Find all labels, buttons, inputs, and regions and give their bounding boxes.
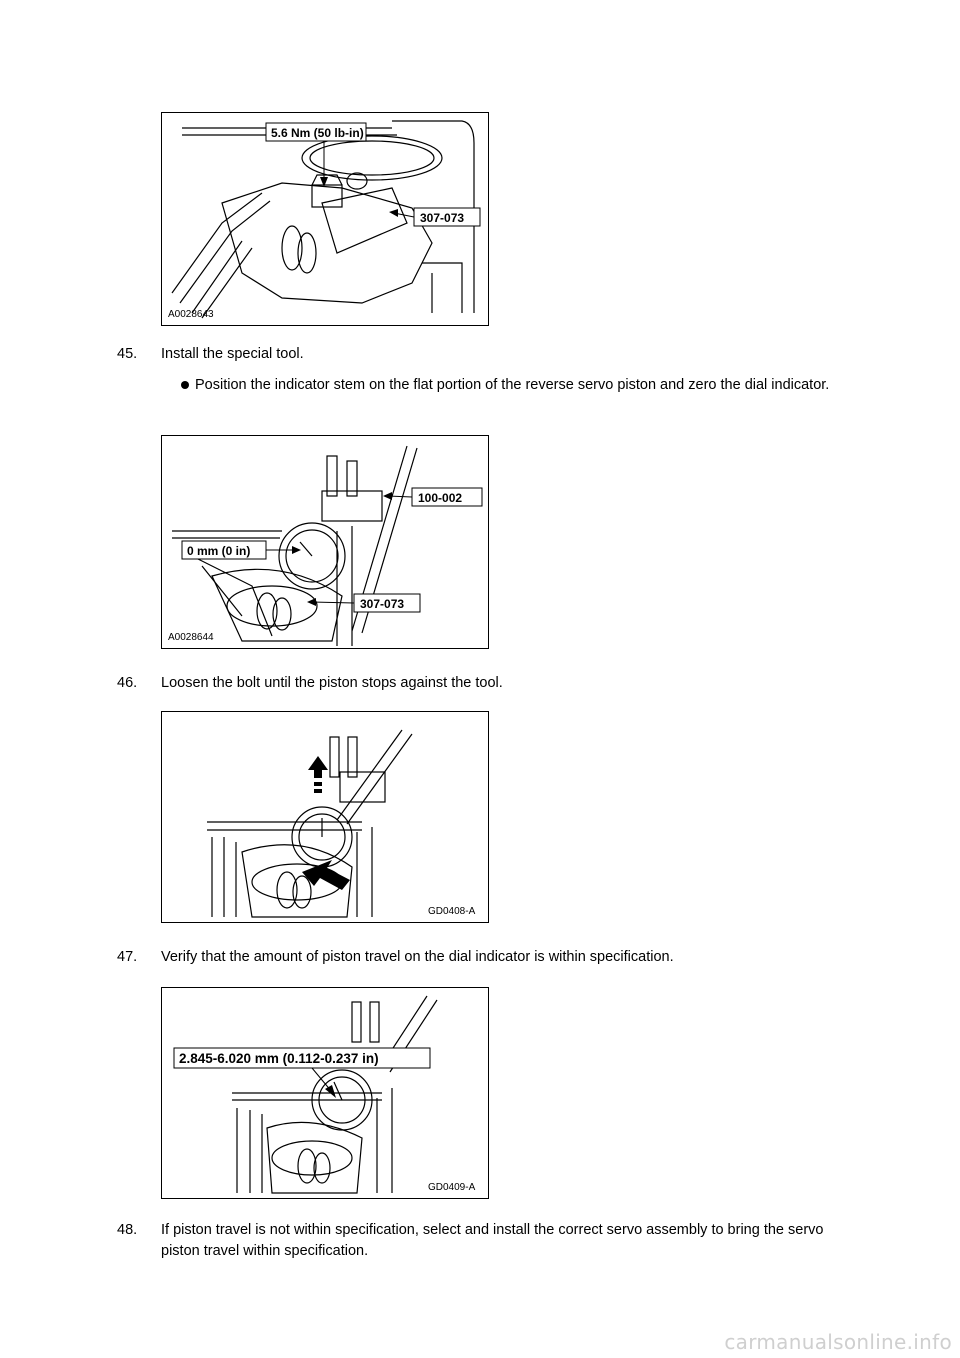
- figure-id: A0028643: [168, 309, 214, 320]
- step-text: Verify that the amount of piston travel on the dial indicator is within specification.: [161, 949, 674, 965]
- illustration-piston-travel: [162, 988, 488, 1198]
- figure-loosen-bolt: [161, 711, 489, 923]
- step-number: 48.: [117, 1222, 138, 1238]
- figure-piston-travel: [161, 987, 489, 1199]
- step-text: Loosen the bolt until the piston stops against the tool.: [161, 675, 503, 691]
- watermark: carmanualsonline.info: [724, 1330, 952, 1354]
- travel-spec-label: 2.845-6.020 mm (0.112-0.237 in): [179, 1051, 379, 1066]
- bullet-text: Position the indicator stem on the flat portion of the reverse servo piston and zero the dial indicator.: [195, 377, 830, 393]
- tool-label: 307-073: [360, 597, 405, 611]
- step-number: 45.: [117, 346, 138, 362]
- torque-label: 5.6 Nm (50 lb-in): [271, 126, 364, 140]
- tool-callout-100-002: [383, 488, 482, 506]
- figure-id: GD0409-A: [428, 1182, 476, 1193]
- illustration-dial-indicator: [162, 436, 488, 648]
- tool-label: 100-002: [418, 491, 463, 505]
- zero-reading-callout: [182, 541, 301, 559]
- figure-id: A0028644: [168, 632, 214, 643]
- figure-id: GD0408-A: [428, 906, 476, 917]
- step-text: Install the special tool.: [161, 346, 304, 362]
- step-text: If piston travel is not within specification, select and install the correct servo assembly to bring the servo piston travel within specification.: [161, 1222, 824, 1259]
- figure-dial-indicator-zero: [161, 435, 489, 649]
- illustration-loosen-bolt: [162, 712, 488, 922]
- tool-callout: [389, 208, 480, 226]
- tool-label: 307-073: [420, 211, 465, 225]
- reading-label: 0 mm (0 in): [187, 544, 251, 558]
- illustration-servo-bolt: [162, 113, 488, 325]
- bullet-dot-icon: [181, 381, 189, 389]
- up-arrow-icon: [308, 756, 328, 793]
- tool-callout-307-073: [307, 594, 420, 612]
- step-number: 46.: [117, 675, 138, 691]
- figure-torque-bolt: [161, 112, 489, 326]
- step-number: 47.: [117, 949, 138, 965]
